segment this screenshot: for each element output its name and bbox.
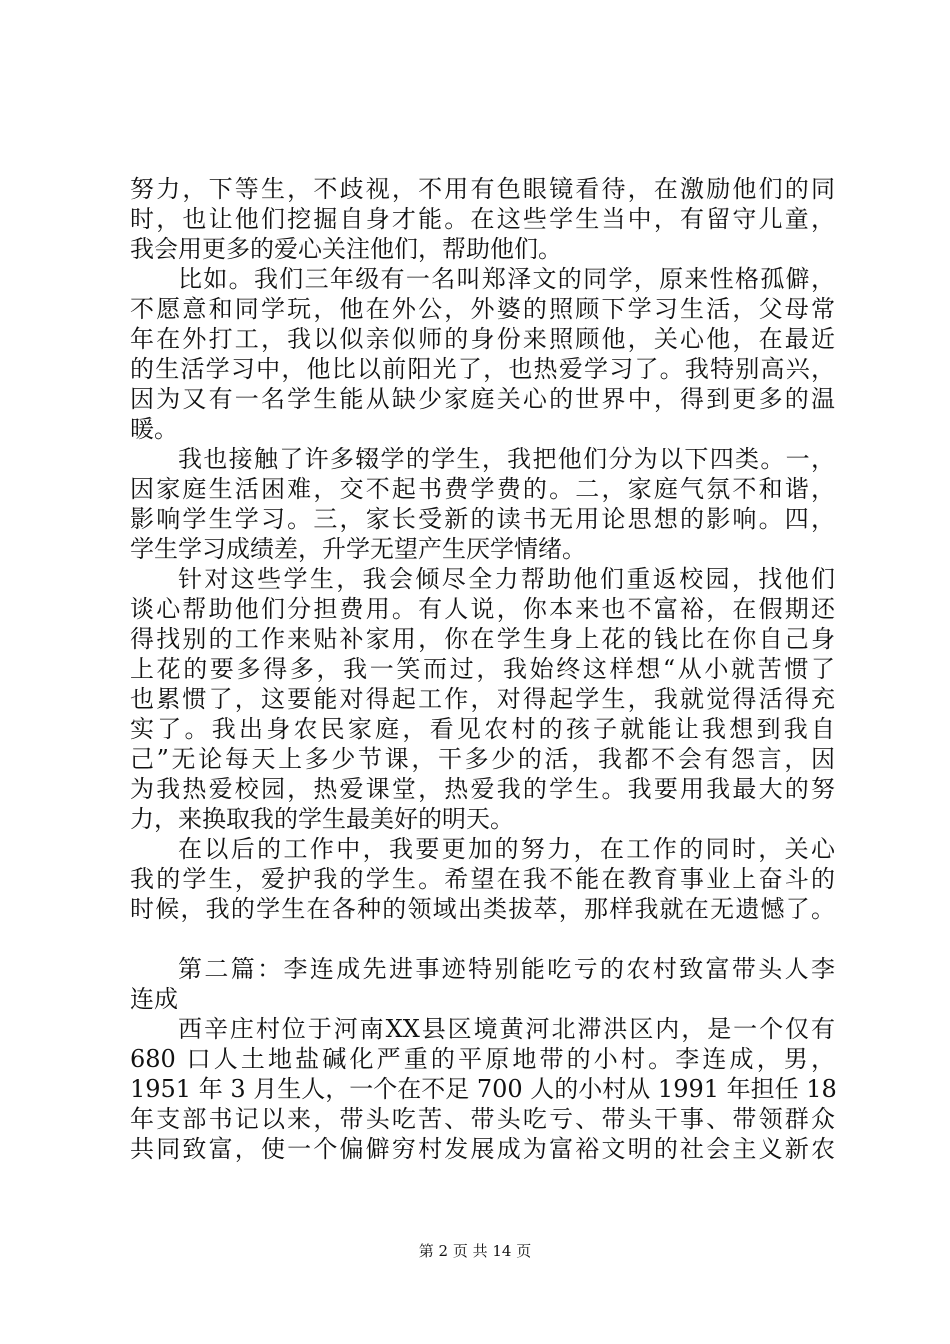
- text-line: 时，也让他们挖掘自身才能。在这些学生当中，有留守儿童，: [130, 205, 835, 233]
- text-line: 年在外打工，我以似亲似师的身份来照顾他，关心他，在最近: [130, 325, 835, 353]
- text-line: 因家庭生活困难，交不起书费学费的。二，家庭气氛不和谐，: [130, 475, 835, 503]
- text-line: 努力，下等生，不歧视，不用有色眼镜看待，在激励他们的同: [130, 175, 835, 203]
- page-number-footer: 第 2 页 共 14 页: [418, 1242, 532, 1260]
- text-line: 因为又有一名学生能从缺少家庭关心的世界中，得到更多的温: [130, 385, 835, 413]
- text-line: 为我热爱校园，热爱课堂，热爱我的学生。我要用我最大的努: [130, 775, 835, 803]
- section-heading-continuation: 连成: [130, 985, 178, 1013]
- paragraph-gap: [130, 924, 835, 954]
- text-line: 不愿意和同学玩，他在外公，外婆的照顾下学习生活，父母常: [130, 295, 835, 323]
- text-line: 我的学生，爱护我的学生。希望在我不能在教育事业上奋斗的: [130, 865, 835, 893]
- document-body: [130, 174, 835, 1164]
- text-line: 针对这些学生，我会倾尽全力帮助他们重返校园，找他们: [178, 565, 835, 593]
- text-line: 暖。: [130, 415, 178, 443]
- text-line: 680 口人土地盐碱化严重的平原地带的小村。李连成，男，: [130, 1045, 835, 1073]
- text-line: 时候，我的学生在各种的领域出类拔萃，那样我就在无遗憾了。: [130, 895, 835, 923]
- text-line: 也累惯了，这要能对得起工作，对得起学生，我就觉得活得充: [130, 685, 835, 713]
- text-line: 年支部书记以来，带头吃苦、带头吃亏、带头干事、带领群众: [130, 1105, 835, 1133]
- text-line: 实了。我出身农民家庭，看见农村的孩子就能让我想到我自: [130, 715, 835, 743]
- text-line: 影响学生学习。三，家长受新的读书无用论思想的影响。四，: [130, 505, 835, 533]
- text-line: 我也接触了许多辍学的学生，我把他们分为以下四类。一，: [178, 445, 835, 473]
- text-line: 比如。我们三年级有一名叫郑泽文的同学，原来性格孤僻，: [178, 265, 835, 293]
- text-line: 上花的要多得多，我一笑而过，我始终这样想“从小就苦惯了: [130, 655, 835, 683]
- text-line: 1951 年 3 月生人，一个在不足 700 人的小村从 1991 年担任 18: [130, 1075, 837, 1103]
- text-line: 的生活学习中，他比以前阳光了，也热爱学习了。我特别高兴，: [130, 355, 835, 383]
- section-heading: 第二篇：李连成先进事迹特别能吃亏的农村致富带头人李: [178, 955, 835, 983]
- text-line: 我会用更多的爱心关注他们，帮助他们。: [130, 235, 562, 263]
- text-line: 己”无论每天上多少节课，干多少的活，我都不会有怨言，因: [130, 745, 835, 773]
- text-line: 在以后的工作中，我要更加的努力，在工作的同时，关心: [178, 835, 835, 863]
- text-line: 共同致富，使一个偏僻穷村发展成为富裕文明的社会主义新农: [130, 1135, 835, 1163]
- text-line: 谈心帮助他们分担费用。有人说，你本来也不富裕，在假期还: [130, 595, 835, 623]
- text-line: 力，来换取我的学生最美好的明天。: [130, 805, 514, 833]
- text-line: 学生学习成绩差，升学无望产生厌学情绪。: [130, 535, 586, 563]
- text-line: 西辛庄村位于河南XX县区境黄河北滞洪区内，是一个仅有: [178, 1015, 835, 1043]
- text-line: 得找别的工作来贴补家用，你在学生身上花的钱比在你自己身: [130, 625, 835, 653]
